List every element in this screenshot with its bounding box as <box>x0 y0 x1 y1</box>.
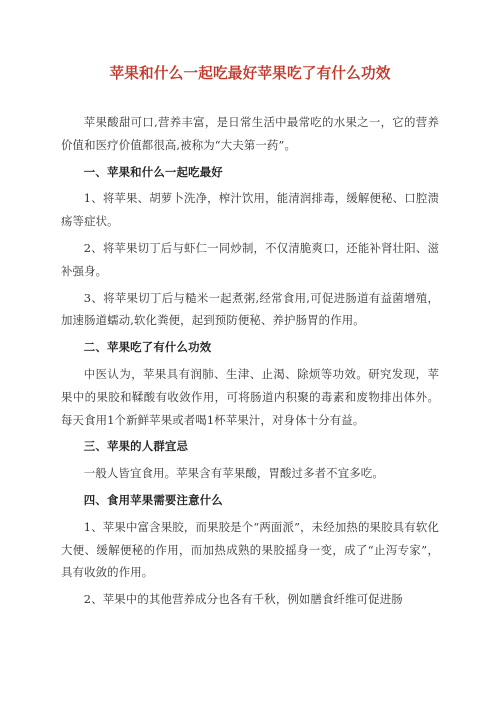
section-3 <box>61 435 439 485</box>
intro-paragraph: 苹果酸甜可口,营养丰富，是日常生活中最常吃的水果之一，它的营养价值和医疗价值都很高,被称为“大夫第一药”。 <box>61 115 439 152</box>
section-4 <box>61 489 439 611</box>
section-paragraph: 2、苹果中的其他营养成分也各有千秋，例如膳食纤维可促进肠 <box>83 592 403 607</box>
section-heading: 四、食用苹果需要注意什么 <box>83 492 223 507</box>
section-paragraph: 一般人皆宜食用。苹果含有苹果酸，胃酸过多者不宜多吃。 <box>83 466 384 481</box>
section-paragraph: 3、将苹果切丁后与糙米一起煮粥,经常食用,可促进肠道有益菌增殖，加速肠道蠕动,软化粪便，起到预防便秘、养护肠胃的作用。 <box>61 290 439 328</box>
section-heading: 二、苹果吃了有什么功效 <box>83 340 212 355</box>
document-body <box>61 111 439 611</box>
section-heading: 一、苹果和什么一起吃最好 <box>83 164 223 179</box>
section-paragraph: 中医认为，苹果具有润肺、生津、止渴、除烦等功效。研究发现，苹果中的果胶和鞣酸有收敛作用，可将肠道内积聚的毒素和废物排出体外。每天食用1个新鲜苹果或者喝1杯苹果汁，对身体十分有益。 <box>61 366 439 427</box>
section-1 <box>61 161 439 333</box>
section-heading: 三、苹果的人群宜忌 <box>83 439 189 454</box>
section-paragraph: 1、苹果中富含果胶，而果胶是个“两面派”，未经加热的果胶具有软化大便、缓解便秘的作用，而加热成熟的果胶摇身一变，成了“止泻专家”，具有收敛的作用。 <box>61 519 439 580</box>
section-paragraph: 2、将苹果切丁后与虾仁一同炒制，不仅清脆爽口，还能补肾壮阳、滋补强身。 <box>61 240 439 278</box>
document-title: 苹果和什么一起吃最好苹果吃了有什么功效 <box>109 65 391 82</box>
section-paragraph: 1、将苹果、胡萝卜洗净，榨汁饮用，能清润排毒，缓解便秘、口腔溃疡等症状。 <box>61 191 439 229</box>
section-2 <box>61 336 439 431</box>
